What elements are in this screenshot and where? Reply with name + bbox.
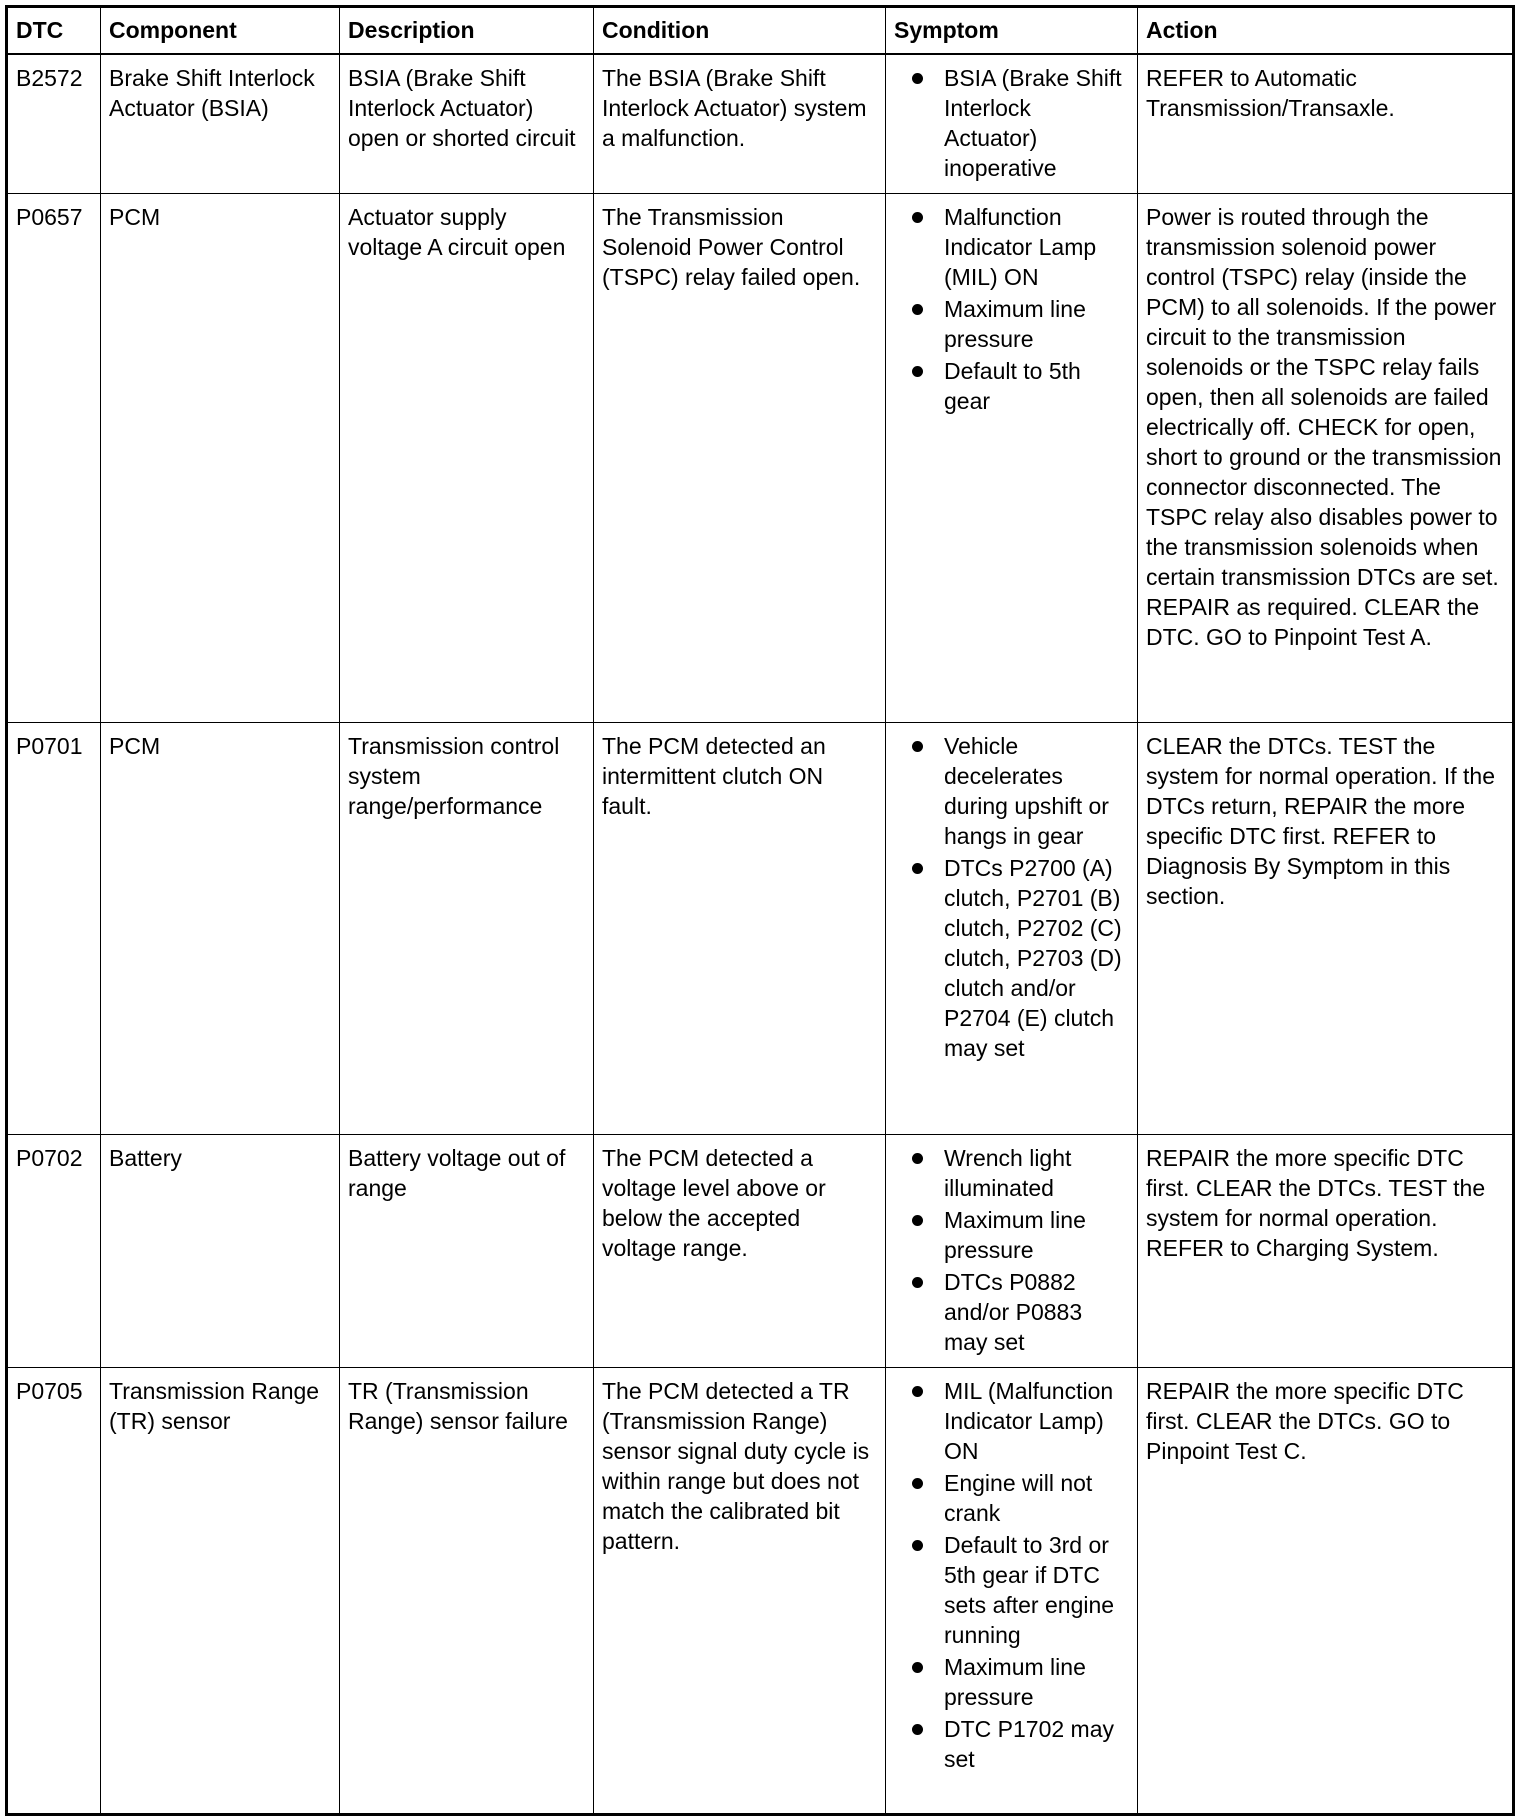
symptom-text: Malfunction Indicator Lamp (MIL) ON: [944, 204, 1097, 290]
symptom-item: [894, 1205, 1129, 1265]
header-action: Action: [1138, 7, 1514, 54]
symptom-item: [894, 1468, 1129, 1528]
cell-action: REPAIR the more specific DTC first. CLEAR the DTCs. GO to Pinpoint Test C.: [1138, 1368, 1514, 1815]
cell-component: PCM: [101, 723, 340, 1135]
symptom-text: Default to 3rd or 5th gear if DTC sets after engine running: [944, 1532, 1115, 1648]
cell-dtc: B2572: [7, 54, 101, 194]
table-row: [7, 1368, 1514, 1815]
cell-description: BSIA (Brake Shift Interlock Actuator) open or shorted circuit: [340, 54, 594, 194]
header-dtc: DTC: [7, 7, 101, 54]
symptom-item: [894, 731, 1129, 851]
cell-condition: The PCM detected an intermittent clutch ON fault.: [594, 723, 886, 1135]
cell-symptom: [886, 1368, 1138, 1815]
bullet-icon: [912, 366, 923, 377]
cell-description: TR (Transmission Range) sensor failure: [340, 1368, 594, 1815]
bullet-icon: [912, 1478, 923, 1489]
table-row: [7, 1135, 1514, 1368]
table-row: [7, 723, 1514, 1135]
cell-symptom: [886, 194, 1138, 723]
bullet-icon: [912, 1215, 923, 1226]
cell-action: Power is routed through the transmission solenoid power control (TSPC) relay (inside the PCM) to all solenoids. If the power circuit to the transmission solenoids or the TSPC relay fails open, then all solenoids are failed electrically off. CHECK for open, short to ground or the transmission connector disconnected. The TSPC relay also disables power to the transmission solenoids when certain transmission DTCs are set. REPAIR as required. CLEAR the DTC. GO to Pinpoint Test A.: [1138, 194, 1514, 723]
symptom-item: [894, 1267, 1129, 1357]
cell-dtc: P0702: [7, 1135, 101, 1368]
symptom-item: [894, 294, 1129, 354]
symptom-item: [894, 356, 1129, 416]
cell-component: Brake Shift Interlock Actuator (BSIA): [101, 54, 340, 194]
bullet-icon: [912, 741, 923, 752]
bullet-icon: [912, 304, 923, 315]
dtc-table: [5, 5, 1515, 1816]
bullet-icon: [912, 863, 923, 874]
header-symptom: Symptom: [886, 7, 1138, 54]
cell-condition: The BSIA (Brake Shift Interlock Actuator) system a malfunction.: [594, 54, 886, 194]
cell-condition: The Transmission Solenoid Power Control (TSPC) relay failed open.: [594, 194, 886, 723]
symptom-text: Wrench light illuminated: [944, 1145, 1072, 1201]
symptom-text: Engine will not crank: [944, 1470, 1093, 1526]
symptom-list: [894, 731, 1129, 1063]
cell-symptom: [886, 1135, 1138, 1368]
symptom-list: [894, 202, 1129, 416]
symptom-item: [894, 1714, 1129, 1774]
bullet-icon: [912, 1662, 923, 1673]
symptom-text: Maximum line pressure: [944, 296, 1086, 352]
symptom-text: Vehicle decelerates during upshift or hangs in gear: [944, 733, 1109, 849]
symptom-text: Maximum line pressure: [944, 1207, 1086, 1263]
bullet-icon: [912, 73, 923, 84]
table-header-row: [7, 7, 1514, 54]
cell-description: Actuator supply voltage A circuit open: [340, 194, 594, 723]
cell-dtc: P0701: [7, 723, 101, 1135]
cell-symptom: [886, 723, 1138, 1135]
cell-description: Transmission control system range/performance: [340, 723, 594, 1135]
header-condition: Condition: [594, 7, 886, 54]
symptom-text: DTC P1702 may set: [944, 1716, 1115, 1772]
cell-action: REFER to Automatic Transmission/Transaxle.: [1138, 54, 1514, 194]
cell-condition: The PCM detected a voltage level above or below the accepted voltage range.: [594, 1135, 886, 1368]
symptom-item: [894, 202, 1129, 292]
symptom-item: [894, 1376, 1129, 1466]
symptom-text: Maximum line pressure: [944, 1654, 1086, 1710]
bullet-icon: [912, 1153, 923, 1164]
symptom-list: [894, 63, 1129, 183]
dtc-document: [5, 5, 1512, 1813]
header-component: Component: [101, 7, 340, 54]
bullet-icon: [912, 1724, 923, 1735]
symptom-text: Default to 5th gear: [944, 358, 1081, 414]
cell-action: REPAIR the more specific DTC first. CLEAR the DTCs. TEST the system for normal operation. REFER to Charging System.: [1138, 1135, 1514, 1368]
cell-component: Transmission Range (TR) sensor: [101, 1368, 340, 1815]
cell-symptom: [886, 54, 1138, 194]
symptom-text: DTCs P0882 and/or P0883 may set: [944, 1269, 1083, 1355]
symptom-item: [894, 1143, 1129, 1203]
cell-action: CLEAR the DTCs. TEST the system for normal operation. If the DTCs return, REPAIR the more specific DTC first. REFER to Diagnosis By Symptom in this section.: [1138, 723, 1514, 1135]
symptom-list: [894, 1143, 1129, 1357]
symptom-item: [894, 63, 1129, 183]
bullet-icon: [912, 1277, 923, 1288]
cell-component: PCM: [101, 194, 340, 723]
symptom-text: DTCs P2700 (A) clutch, P2701 (B) clutch, P2702 (C) clutch, P2703 (D) clutch and/or P2704 (E) clutch may set: [944, 855, 1122, 1061]
symptom-text: MIL (Malfunction Indicator Lamp) ON: [944, 1378, 1114, 1464]
cell-dtc: P0705: [7, 1368, 101, 1815]
header-description: Description: [340, 7, 594, 54]
cell-description: Battery voltage out of range: [340, 1135, 594, 1368]
cell-condition: The PCM detected a TR (Transmission Range) sensor signal duty cycle is within range but does not match the calibrated bit pattern.: [594, 1368, 886, 1815]
symptom-item: [894, 1530, 1129, 1650]
symptom-text: BSIA (Brake Shift Interlock Actuator) inoperative: [944, 64, 1122, 181]
bullet-icon: [912, 1386, 923, 1397]
symptom-list: [894, 1376, 1129, 1774]
table-row: [7, 194, 1514, 723]
bullet-icon: [912, 1540, 923, 1551]
cell-dtc: P0657: [7, 194, 101, 723]
symptom-item: [894, 853, 1129, 1063]
cell-component: Battery: [101, 1135, 340, 1368]
symptom-item: [894, 1652, 1129, 1712]
table-row: [7, 54, 1514, 194]
bullet-icon: [912, 212, 923, 223]
